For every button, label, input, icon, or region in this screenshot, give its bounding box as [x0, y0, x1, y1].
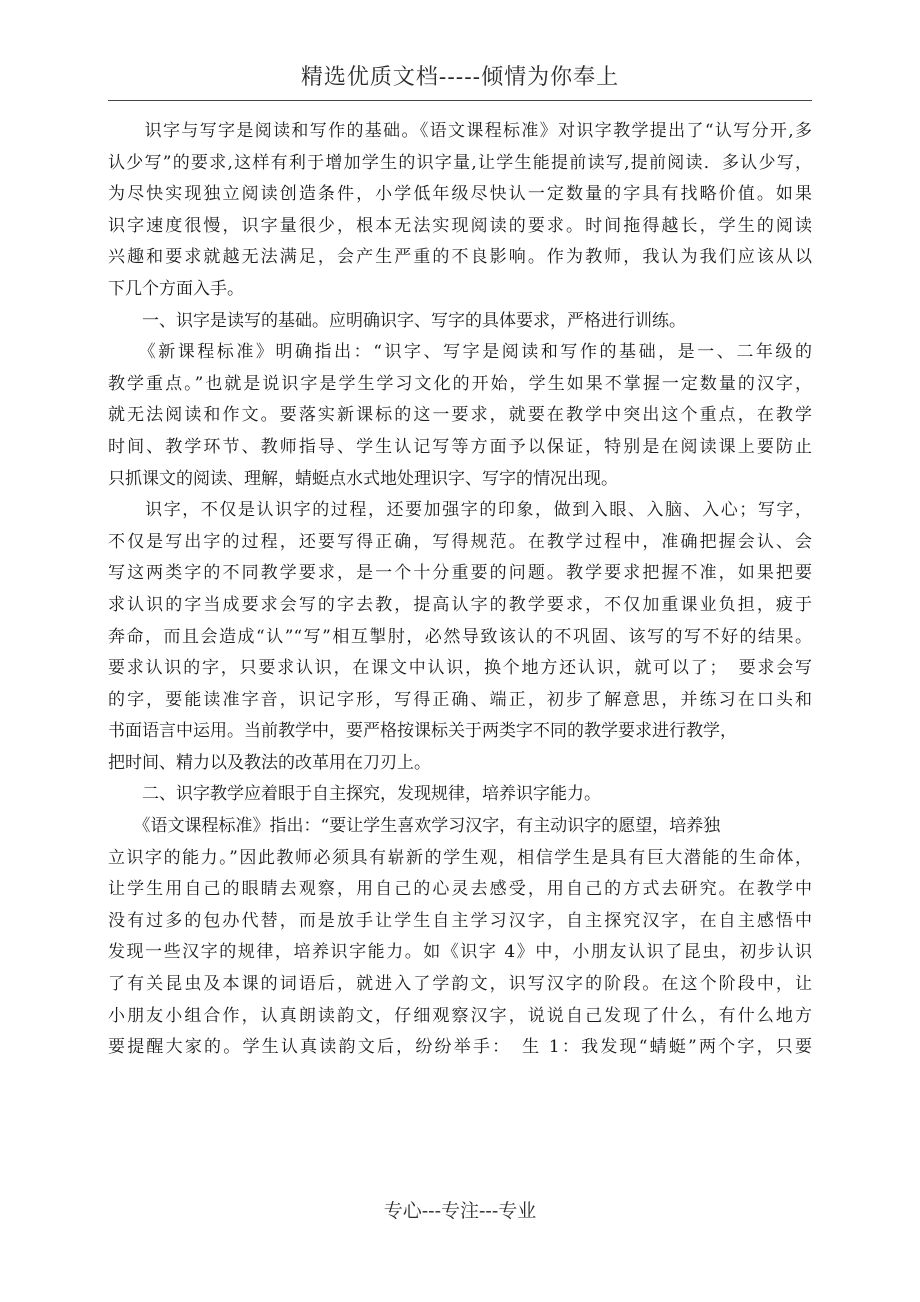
text-line: 一、识字是读写的基础。应明确识字、写字的具体要求，严格进行训练。: [108, 310, 686, 331]
header-divider: [108, 100, 812, 101]
text-line: 发现一些汉字的规律，培养识字能力。如《识字 4》中，小朋友认识了昆虫，初步认识: [108, 942, 812, 963]
text-line: 认少写”的要求,这样有利于增加学生的识字量,让学生能提前读写,提前阅读．多认少写，: [108, 152, 812, 173]
text-line: 只抓课文的阅读、理解，蜻蜓点水式地处理识字、写字的情况出现。: [108, 468, 618, 489]
text-line: 让学生用自己的眼睛去观察，用自己的心灵去感受，用自己的方式去研究。在教学中: [108, 879, 812, 900]
document-body: [108, 116, 812, 1064]
page-footer: 专心---专注---专业: [383, 1200, 537, 1222]
text-line: 没有过多的包办代替，而是放手让学生自主学习汉字，自主探究汉字，在自主感悟中: [108, 910, 812, 931]
text-line: 时间、教学环节、教师指导、学生认记写等方面予以保证，特别是在阅读课上要防止: [108, 436, 812, 457]
text-line: 为尽快实现独立阅读创造条件，小学低年级尽快认一定数量的字具有找略价值。如果: [108, 184, 812, 205]
text-line: 了有关昆虫及本课的词语后，就进入了学韵文，识写汉字的阶段。在这个阶段中，让: [108, 974, 812, 995]
text-line: 要求认识的字，只要求认识，在课文中认识，换个地方还认识，就可以了； 要求会写: [108, 658, 812, 679]
text-line: 求认识的字当成要求会写的字去教，提高认字的教学要求，不仅加重课业负担，疲于: [108, 594, 812, 615]
text-line: 识字与写字是阅读和写作的基础。《语文课程标准》对识字教学提出了“认写分开,多: [108, 121, 812, 141]
text-line: 的字，要能读准字音，识记字形，写得正确、端正，初步了解意思，并练习在口头和: [108, 689, 812, 710]
text-line: 《语文课程标准》指出：“要让学生喜欢学习汉字，有主动识字的愿望，培养独: [108, 816, 721, 837]
text-line: 兴趣和要求就越无法满足，会产生严重的不良影响。作为教师，我认为我们应该从以: [108, 247, 812, 268]
text-line: 要提醒大家的。学生认真读韵文后，纷纷举手： 生 1：我发现“蜻蜓”两个字，只要: [108, 1037, 812, 1058]
text-line: 下几个方面入手。: [108, 278, 244, 299]
text-line: 二、识字教学应着眼于自主探究，发现规律，培养识字能力。: [108, 784, 601, 805]
text-line: 《新课程标准》明确指出：“识字、写字是阅读和写作的基础，是一、二年级的: [108, 342, 812, 363]
text-line: 教学重点。”也就是说识字是学生学习文化的开始，学生如果不掌握一定数量的汉字，: [108, 373, 812, 394]
text-line: 奔命，而且会造成“认”“写”相互掣肘，必然导致该认的不巩固、该写的写不好的结果。: [108, 626, 812, 647]
text-line: 写这两类字的不同教学要求，是一个十分重要的问题。教学要求把握不准，如果把要: [108, 563, 812, 584]
text-line: 立识字的能力。”因此教师必须具有崭新的学生观，相信学生是具有巨大潜能的生命体，: [108, 847, 812, 868]
page-header: 精选优质文档-----倾情为你奉上: [300, 65, 620, 90]
text-line: 把时间、精力以及教法的改革用在刀刃上。: [108, 752, 431, 773]
text-line: 小朋友小组合作，认真朗读韵文，仔细观察汉字，说说自己发现了什么，有什么地方: [108, 1005, 812, 1026]
text-line: 识字速度很慢，识字量很少，根本无法实现阅读的要求。时间拖得越长，学生的阅读: [108, 215, 812, 236]
text-line: 不仅是写出字的过程，还要写得正确，写得规范。在教学过程中，准确把握会认、会: [108, 531, 812, 552]
text-line: 书面语言中运用。当前教学中，要严格按课标关于两类字不同的教学要求进行教学，: [108, 721, 737, 742]
text-line: 识字，不仅是认识字的过程，还要加强字的印象，做到入眼、入脑、入心；写字，: [108, 500, 812, 521]
text-line: 就无法阅读和作文。要落实新课标的这一要求，就要在教学中突出这个重点，在教学: [108, 405, 812, 426]
